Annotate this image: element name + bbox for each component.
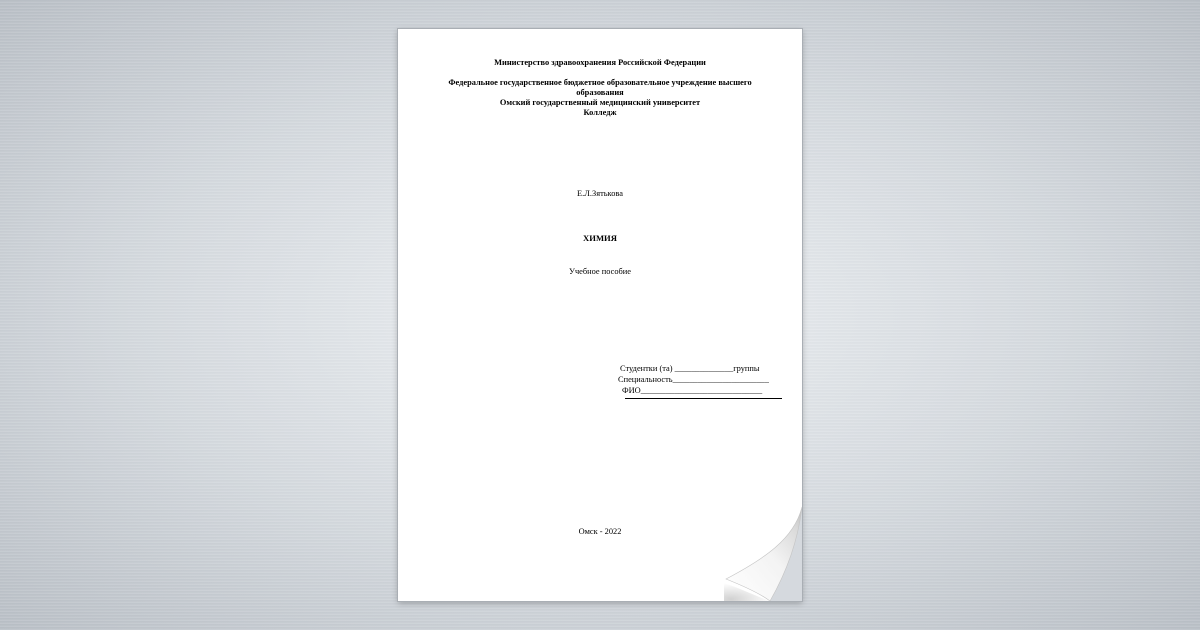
extra-blank-line	[625, 398, 782, 399]
city-year: Омск - 2022	[578, 527, 622, 536]
institution-line-1: Федеральное государственное бюджетное образовательное учреждение высшего	[448, 78, 752, 87]
specialty-line: Специальность_______________________	[618, 375, 769, 384]
full-name-line: ФИО_____________________________	[622, 386, 763, 395]
document-header	[398, 58, 802, 118]
document-subtitle: Учебное пособие	[569, 267, 631, 276]
document-page	[398, 29, 802, 601]
page-curl-graphic	[724, 479, 802, 601]
ministry-name: Министерство здравоохранения Российской Федерации	[494, 58, 706, 67]
college-name: Колледж	[583, 108, 617, 117]
student-group-line: Студентки (та) ______________группы	[620, 364, 760, 373]
institution-line-2: образования	[576, 88, 624, 97]
student-info-form	[620, 363, 790, 399]
author-name: Е.Л.Зятькова	[577, 189, 623, 198]
university-name: Омский государственный медицинский университет	[499, 98, 701, 107]
document-title: ХИМИЯ	[583, 233, 617, 243]
